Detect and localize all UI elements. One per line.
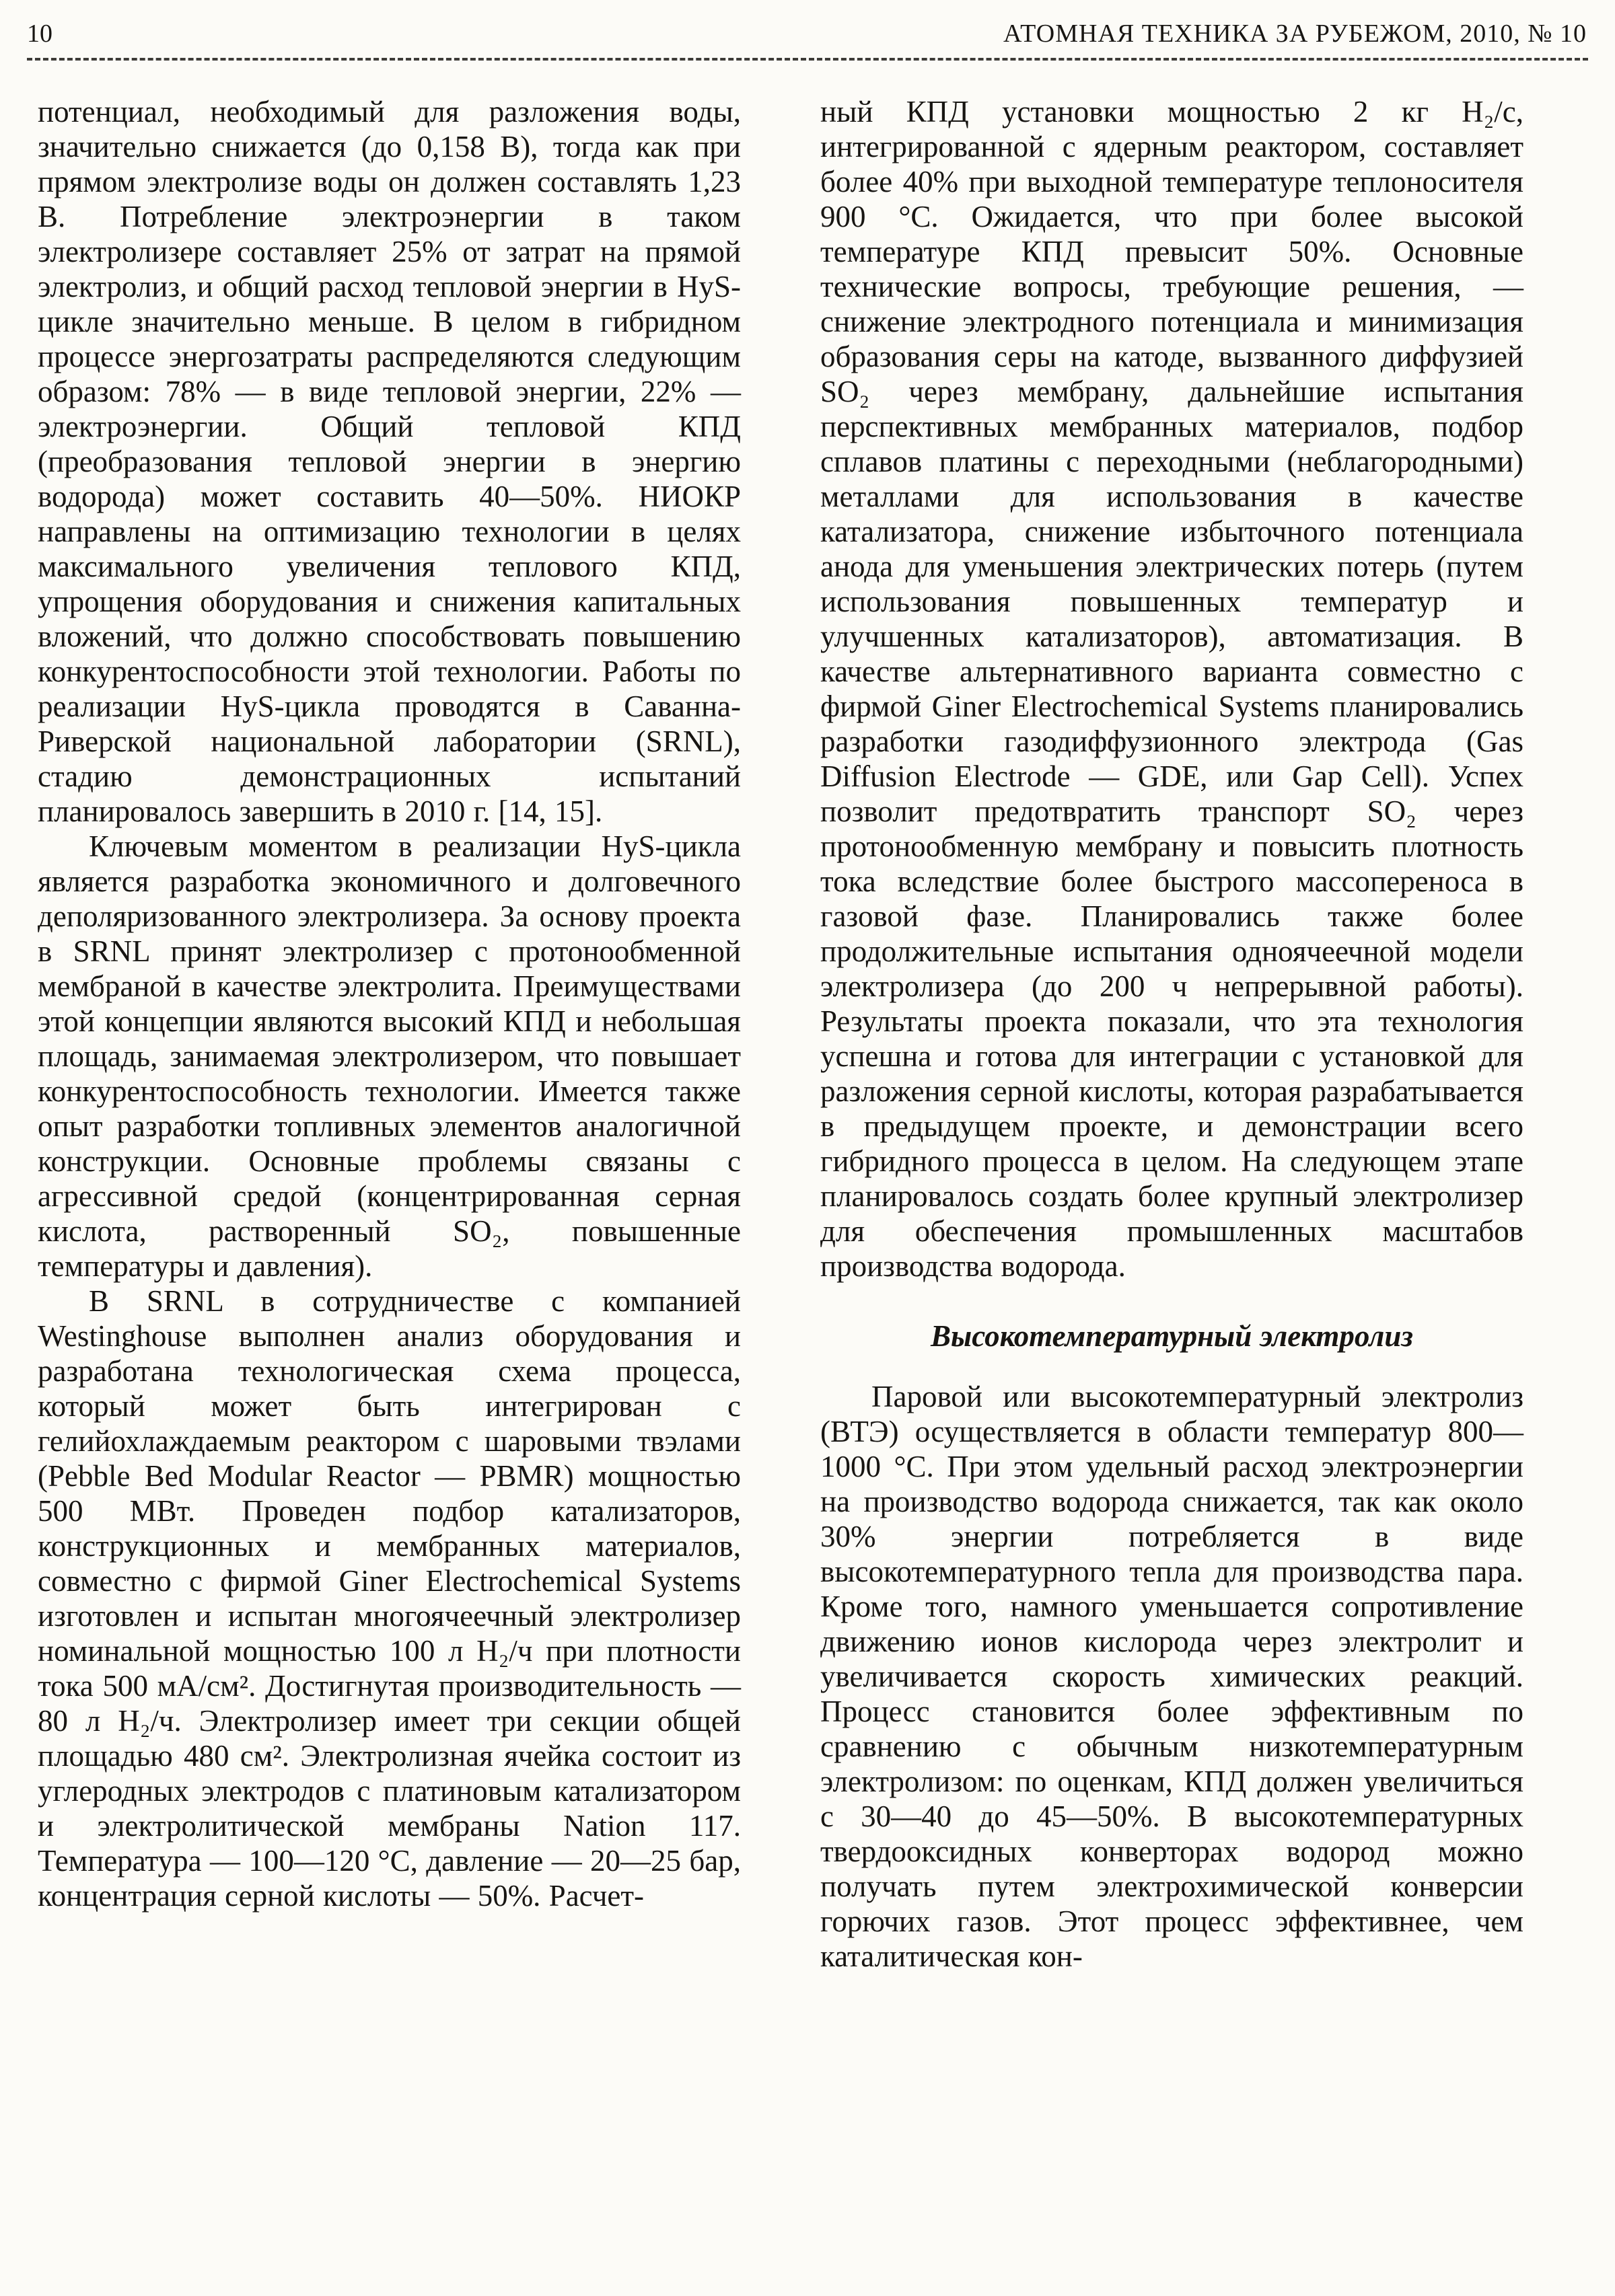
header-rule <box>27 58 1588 61</box>
body-paragraph: ный КПД установки мощностью 2 кг H₂/с, интегрированной с ядерным реактором, составляет более 40% при выходной температуре теплоносителя 900 °C. Ожидается, что при более высокой температуре КПД превысит 50%. Основные технические вопросы, требующие решения, — снижение электродного потенциала и минимизация образования серы на катоде, вызванного диффузией SO₂ через мембрану, дальнейшие испытания перспективных мембранных материалов, подбор сплавов платины с переходными (неблагородными) металлами для использования в качестве катализатора, снижение избыточного потенциала анода для уменьшения электрических потерь (путем использования повышенных температур и улучшенных катализаторов), автоматизация. В качестве альтернативного варианта совместно с фирмой Giner Electrochemical Systems планировались разработки газодиффузионного электрода (Gas Diffusion Electrode — GDE, или Gap Cell). Успех позволит предотвратить транспорт SO₂ через протонообменную мембрану и повысить плотность тока вследствие более быстрого массопереноса в газовой фазе. Планировались также более продолжительные испытания одноячеечной модели электролизера (до 200 ч непрерывной работы). Результаты проекта показали, что эта технология успешна и готова для интеграции с установкой для разложения серной кислоты, которая разрабатывается в предыдущем проекте, и демонстрации всего гибридного процесса в целом. На следующем этапе планировалось создать более крупный электролизер для обеспечения промышленных масштабов производства водорода. <box>820 95 1523 1283</box>
article-body <box>27 94 1588 1974</box>
journal-title: АТОМНАЯ ТЕХНИКА ЗА РУБЕЖОМ, 2010, № 10 <box>1003 20 1587 48</box>
body-paragraph: потенциал, необходимый для разложения воды, значительно снижается (до 0,158 В), тогда как при прямом электролизе воды он должен составлять 1,23 В. Потребление электроэнергии в таком электролизере составляет 25% от затрат на прямой электролиз, и общий расход тепловой энергии в HyS-цикле значительно меньше. В целом в гибридном процессе энергозатраты распределяются следующим образом: 78% — в виде тепловой энергии, 22% — электроэнергии. Общий тепловой КПД (преобразования тепловой энергии в энергию водорода) может составить 40—50%. НИОКР направлены на оптимизацию технологии в целях максимального увеличения теплового КПД, упрощения оборудования и снижения капитальных вложений, что должно способствовать повышению конкурентоспособности этой технологии. Работы по реализации HyS-цикла проводятся в Саванна-Риверской национальной лаборатории (SRNL), стадию демонстрационных испытаний планировалось завершить в 2010 г. [14, 15]. <box>38 95 741 828</box>
body-paragraph: Ключевым моментом в реализации HyS-цикла является разработка экономичного и долговечного деполяризованного электролизера. За основу проекта в SRNL принят электролизер с протонообменной мембраной в качестве электролита. Преимуществами этой концепции являются высокий КПД и небольшая площадь, занимаемая электролизером, что повышает конкурентоспособность технологии. Имеется также опыт разработки топливных элементов аналогичной конструкции. Основные проблемы связаны с агрессивной средой (концентрированная серная кислота, растворенный SO₂, повышенные температуры и давления). <box>38 829 741 1283</box>
page-number: 10 <box>27 20 52 48</box>
right-column <box>820 94 1523 1974</box>
body-paragraph: В SRNL в сотрудничестве с компанией Westinghouse выполнен анализ оборудования и разработана технологическая схема процесса, который может быть интегрирован с гелийохлаждаемым реактором с шаровыми твэлами (Pebble Bed Modular Reactor — PBMR) мощностью 500 МВт. Проведен подбор катализаторов, конструкционных и мембранных материалов, совместно с фирмой Giner Electrochemical Systems изготовлен и испытан многоячеечный электролизер номинальной мощностью 100 л H₂/ч при плотности тока 500 мА/см². Достигнутая производительность — 80 л H₂/ч. Электролизер имеет три секции общей площадью 480 см². Электролизная ячейка состоит из углеродных электродов с платиновым катализатором и электролитической мембраны Nation 117. Температура — 100—120 °C, давление — 20—25 бар, концентрация серной кислоты — 50%. Расчет- <box>38 1284 741 1913</box>
body-paragraph: Паровой или высокотемпературный электролиз (ВТЭ) осуществляется в области температур 800—1000 °C. При этом удельный расход электроэнергии на производство водорода снижается, так как около 30% энергии потребляется в виде высокотемпературного тепла для производства пара. Кроме того, намного уменьшается сопротивление движению ионов кислорода через электролит и увеличивается скорость химических реакций. Процесс становится более эффективным по сравнению с обычным низкотемпературным электролизом: по оценкам, КПД должен увеличиться с 30—40 до 45—50%. В высокотемпературных твердооксидных конверторах водород можно получать путем электрохимической конверсии горючих газов. Этот процесс эффективнее, чем каталитическая кон- <box>820 1380 1523 1973</box>
section-heading: Высокотемпературный электролиз <box>931 1319 1413 1353</box>
left-column <box>38 94 741 1974</box>
page-header <box>27 15 1588 58</box>
